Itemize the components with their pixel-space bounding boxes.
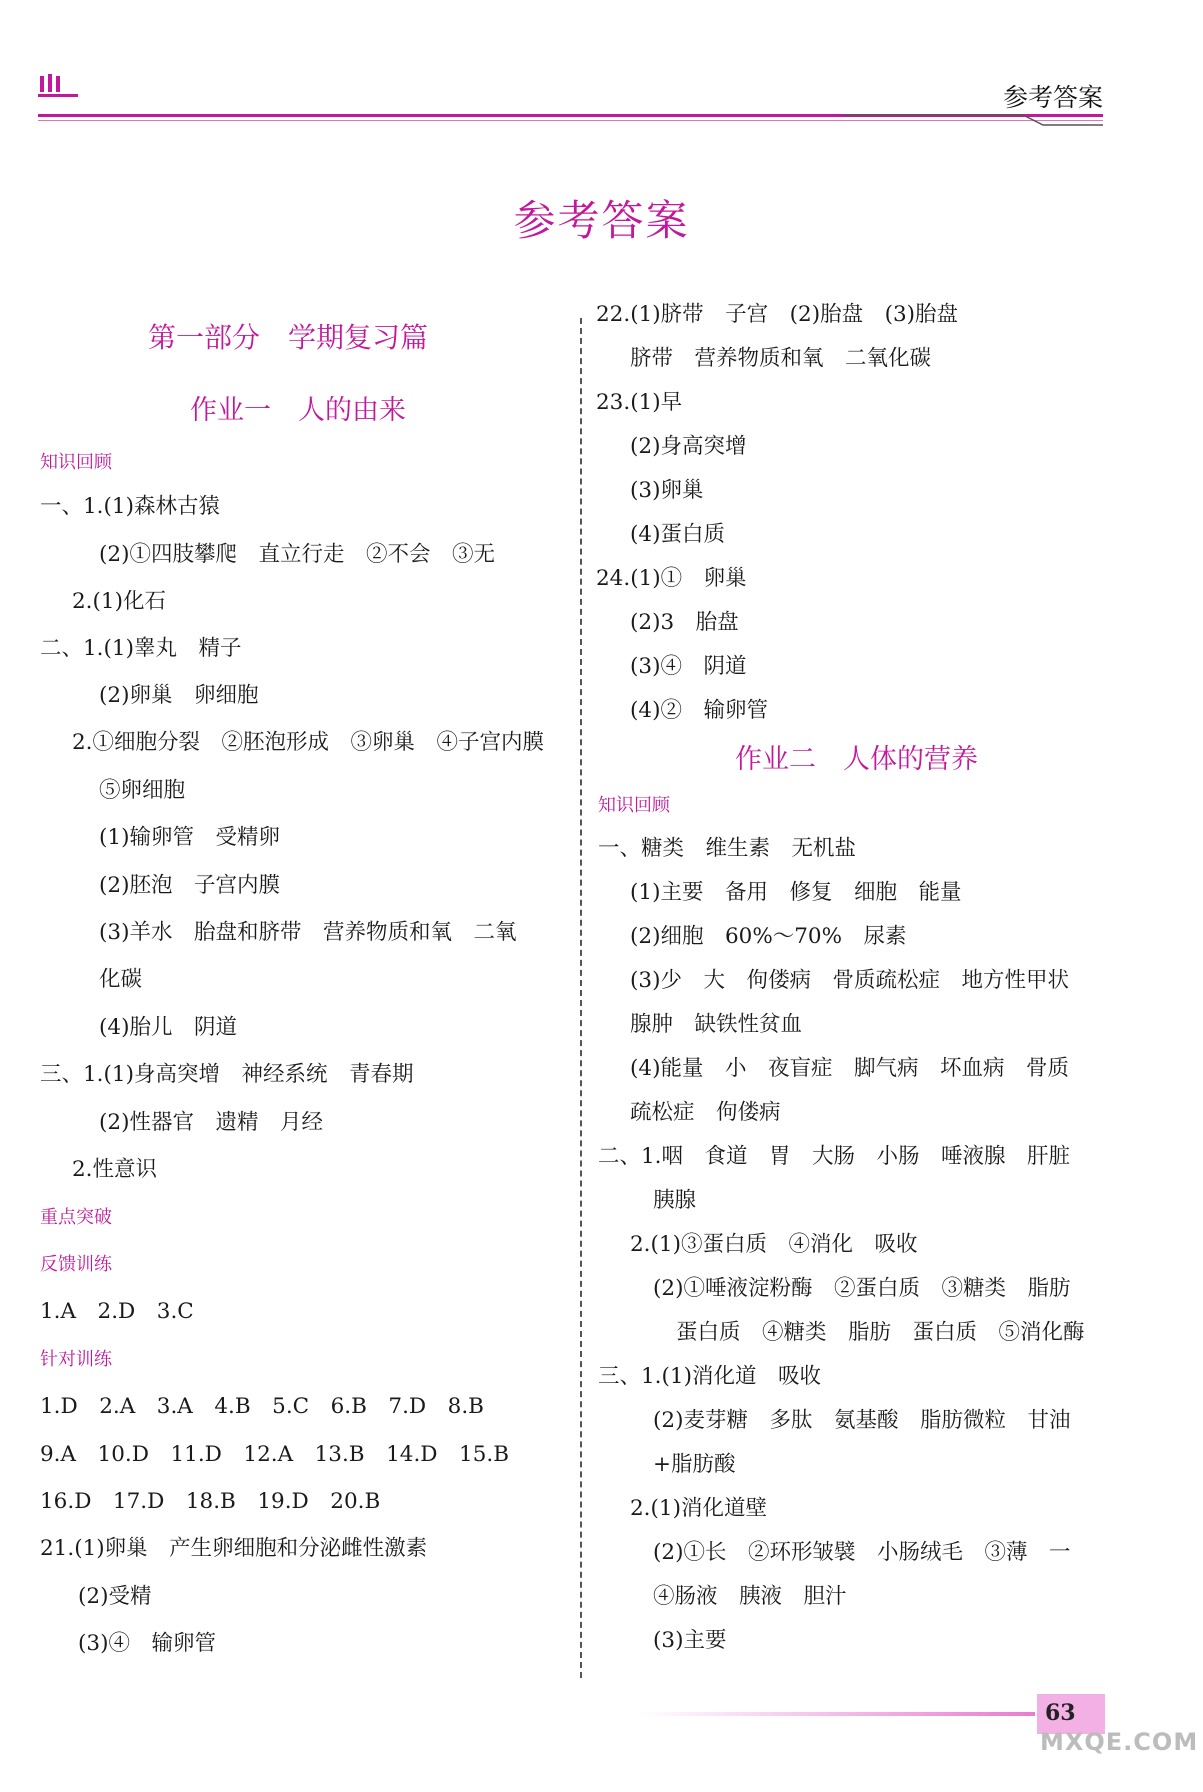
answer-line: (3)少 大 佝偻病 骨质疏松症 地方性甲状	[630, 968, 1069, 993]
answer-line: (4)胎儿 阴道	[99, 1015, 237, 1040]
answer-line: (2)卵巢 卵细胞	[99, 683, 259, 708]
answer-line: 二、1.咽 食道 胃 大肠 小肠 唾液腺 肝脏	[598, 1144, 1071, 1169]
answer-line: 2.(1)消化道壁	[630, 1496, 767, 1521]
answer-line: (2)①长 ②环形皱襞 小肠绒毛 ③薄 一	[653, 1540, 1071, 1565]
answer-line: 2.性意识	[72, 1157, 158, 1182]
answer-line: 2.(1)③蛋白质 ④消化 吸收	[630, 1232, 918, 1257]
subsection-label: 知识回顾	[598, 795, 670, 816]
answer-line: 三、1.(1)身高突增 神经系统 青春期	[40, 1062, 414, 1087]
answer-line: (2)胚泡 子宫内膜	[99, 873, 280, 898]
answer-line: (4)能量 小 夜盲症 脚气病 坏血病 骨质	[630, 1056, 1069, 1081]
answer-line: 23.(1)早	[596, 390, 683, 415]
column-divider	[580, 318, 582, 1678]
section-heading: 作业二 人体的营养	[735, 744, 978, 775]
answer-line: 22.(1)脐带 子宫 (2)胎盘 (3)胎盘	[596, 302, 959, 327]
answer-line: 二、1.(1)睾丸 精子	[40, 636, 242, 661]
answer-line: +脂肪酸	[653, 1452, 736, 1477]
answer-line: (2)①唾液淀粉酶 ②蛋白质 ③糖类 脂肪	[653, 1276, 1071, 1301]
subsection-label: 针对训练	[40, 1349, 112, 1370]
answer-line: (2)细胞 60%～70% 尿素	[630, 924, 907, 949]
answer-line: (1)输卵管 受精卵	[99, 825, 280, 850]
answer-line: (2)麦芽糖 多肽 氨基酸 脂肪微粒 甘油	[653, 1408, 1071, 1433]
section-heading: 作业一 人的由来	[190, 395, 406, 426]
logo-icon	[38, 70, 80, 102]
part-heading: 第一部分 学期复习篇	[148, 321, 429, 354]
answer-line: (2)受精	[78, 1584, 152, 1609]
page-title: 参考答案	[513, 196, 690, 245]
answer-line: 16.D 17.D 18.B 19.D 20.B	[40, 1489, 381, 1514]
answer-line: (2)身高突增	[630, 434, 747, 459]
answer-line: 9.A 10.D 11.D 12.A 13.B 14.D 15.B	[40, 1442, 510, 1467]
answer-line: (3)卵巢	[630, 478, 704, 503]
answer-line: 三、1.(1)消化道 吸收	[598, 1364, 821, 1389]
answer-line: (3)羊水 胎盘和脐带 营养物质和氧 二氧	[99, 920, 517, 945]
answer-line: 胰腺	[653, 1188, 697, 1213]
answer-line: 一、糖类 维生素 无机盐	[598, 836, 857, 861]
answer-line: 24.(1)① 卵巢	[596, 566, 747, 591]
answer-line: ⑤卵细胞	[99, 778, 186, 803]
answer-line: 21.(1)卵巢 产生卵细胞和分泌雌性激素	[40, 1536, 428, 1561]
answer-line: 疏松症 佝偻病	[630, 1100, 781, 1125]
subsection-label: 重点突破	[40, 1207, 112, 1228]
answer-line: 1.D 2.A 3.A 4.B 5.C 6.B 7.D 8.B	[40, 1394, 484, 1419]
header-title: 参考答案	[1002, 83, 1103, 112]
header-rule-ornament	[843, 113, 1103, 129]
answer-line: ④肠液 胰液 胆汁	[653, 1584, 847, 1609]
watermark: MXQE.COM	[1040, 1728, 1199, 1756]
answer-line: (2)性器官 遗精 月经	[99, 1110, 323, 1135]
answer-line: 蛋白质 ④糖类 脂肪 蛋白质 ⑤消化酶	[676, 1320, 1085, 1345]
answer-line: 2.(1)化石	[72, 589, 166, 614]
answer-line: (2)①四肢攀爬 直立行走 ②不会 ③无	[99, 542, 495, 567]
answer-line: 腺肿 缺铁性贫血	[630, 1012, 803, 1037]
answer-line: 脐带 营养物质和氧 二氧化碳	[630, 346, 932, 371]
answer-line: (3)④ 阴道	[630, 654, 747, 679]
answer-line: (2)3 胎盘	[630, 610, 739, 635]
subsection-label: 反馈训练	[40, 1254, 112, 1275]
answer-line: (3)④ 输卵管	[78, 1631, 216, 1656]
answer-line: (4)蛋白质	[630, 522, 725, 547]
footer-rule	[640, 1712, 1035, 1716]
answer-line: 2.①细胞分裂 ②胚泡形成 ③卵巢 ④子宫内膜	[72, 730, 545, 755]
page-number: 63	[1045, 1700, 1076, 1726]
answer-line: 一、1.(1)森林古猿	[40, 494, 220, 519]
answer-line: (4)② 输卵管	[630, 698, 768, 723]
subsection-label: 知识回顾	[40, 452, 112, 473]
answer-line: 化碳	[99, 967, 143, 992]
answer-line: (1)主要 备用 修复 细胞 能量	[630, 880, 962, 905]
answer-line: 1.A 2.D 3.C	[40, 1299, 194, 1324]
answer-line: (3)主要	[653, 1628, 727, 1653]
